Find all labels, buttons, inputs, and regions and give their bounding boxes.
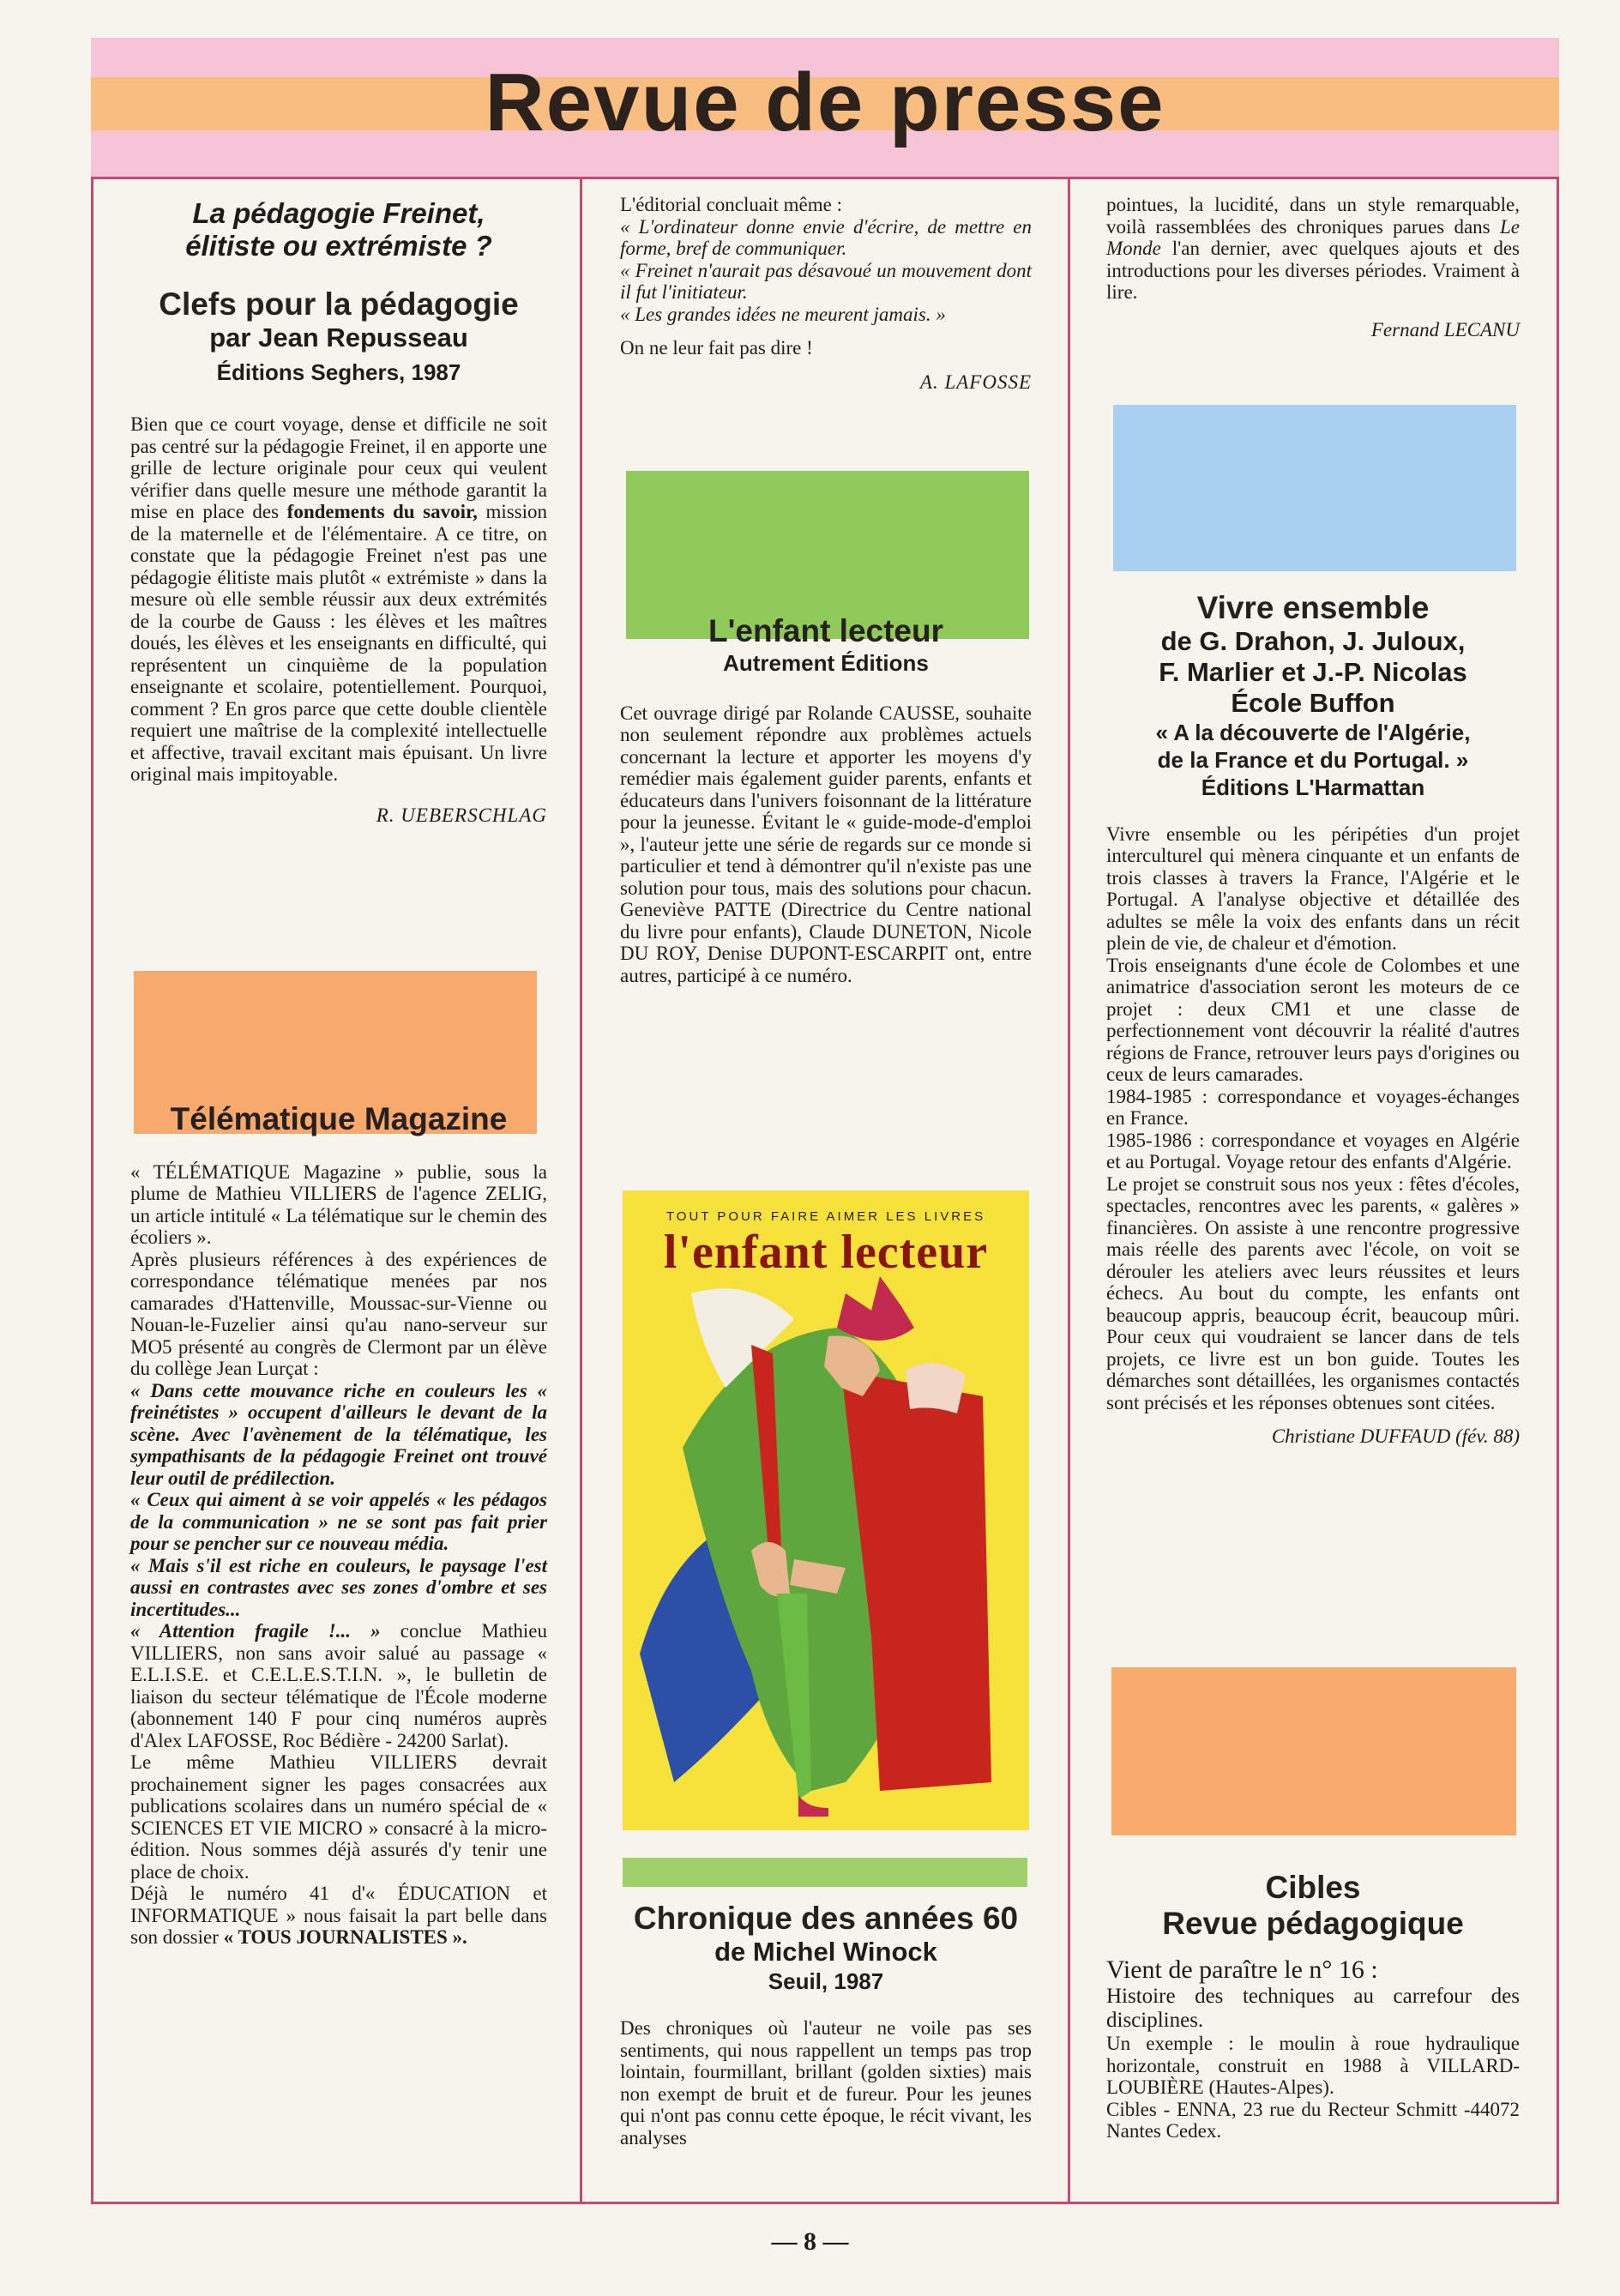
article-subtitle-cibles: Revue pédagogique <box>1162 1906 1464 1941</box>
editorial-quote-2: « Freinet n'aurait pas désavoué un mouvement dont il fut l'initiateur. <box>620 259 1032 303</box>
telematique-p2: Après plusieurs références à des expériences de correspondance télématique menées par nos camarades d'Hattenville, Moussac-sur-Vienne ou Nouan-le-Fuzelier ainsi qu'au nano-serveur sur MO5 présenté au congrès de Clermont par un élève du collège Jean Lurçat : <box>130 1248 547 1379</box>
article-publisher-enfant-lecteur: Autrement Éditions <box>723 649 929 676</box>
vivre-p1: Vivre ensemble ou les péripéties d'un projet interculturel qui mènera cinquante et un enfants de trois classes à travers la France, l'Algérie et le Portugal. A l'analyse objective et détaillée des adultes se mêle la voix des enfants dans un récit plein de vie, de chaleur et d'émotion. <box>1106 823 1520 954</box>
article-byline-chronique: de Michel Winock <box>714 1937 937 1967</box>
column-3-lower <box>1106 1870 1520 2142</box>
telematique-p1: « TÉLÉMATIQUE Magazine » publie, sous la plume de Mathieu VILLIERS de l'agence ZELIG, un article intitulé « La télématique sur le chemin des écoliers ». <box>130 1160 547 1248</box>
article-title-chronique: Chronique des années 60 <box>633 1901 1019 1936</box>
cover-kicker: TOUT POUR FAIRE AIMER LES LIVRES <box>665 1209 986 1224</box>
kicker-line-1: La pédagogie Freinet, <box>192 197 485 229</box>
telematique-quote-1: « Dans cette mouvance riche en couleurs les « freinétistes » occupent d'ailleurs le devant de la scène. Avec l'avènement de la télématique, les sympathisants de la pédagogie Freinet ont trouvé leur outil de prédilection. <box>130 1379 547 1489</box>
article-authors-line-2: F. Marlier et J.-P. Nicolas <box>1159 656 1467 687</box>
article-publisher-harmattan: Éditions L'Harmattan <box>1201 774 1425 800</box>
telematique-quote-3: « Mais s'il est riche en couleurs, le paysage l'est aussi en contrastes avec ses zones d'ombre et ses incertitudes... <box>130 1554 547 1620</box>
article-title-telematique: Télématique Magazine <box>170 1100 508 1136</box>
editorial-aside: On ne leur fait pas dire ! <box>620 337 813 359</box>
column-2-lower <box>620 1901 1032 2148</box>
column-2 <box>620 194 1032 986</box>
cover-illustration <box>623 1190 1029 1830</box>
article-title-vivre-ensemble: Vivre ensemble <box>1196 589 1430 625</box>
editorial-lead: L'éditorial concluait même : <box>620 194 842 215</box>
article-subtitle-line-1: « A la découverte de l'Algérie, <box>1155 719 1471 745</box>
telematique-p3: Le même Mathieu VILLIERS devrait prochainement signer les pages consacrées aux publications scolaires dans un numéro spécial de « SCIENCES ET VIE MICRO » consacré à la micro-édition. Nous sommes déjà assurés d'y tenir une place de choix. <box>130 1751 547 1883</box>
vivre-p5: Le projet se construit sous nos yeux : fêtes d'écoles, spectacles, rencontres avec les parents, « galères » financières. On assiste à une rencontre progressive mais réelle des parents avec l'école, on voit se dérouler les ateliers avec leurs réussites et leurs échecs. Au bout du compte, les enfants ont beaucoup appris, beaucoup écrit, beaucoup mûri. Pour ceux qui voudraient se lancer dans de tels projets, ce livre est un bon guide. Toutes les démarches sont détaillées, les organismes contactés sont précisés et les réponses obtenues sont citées. <box>1106 1172 1520 1413</box>
signature-lecanu: Fernand LECANU <box>1370 318 1520 340</box>
kicker-line-2: élitiste ou extrémiste ? <box>185 230 492 262</box>
article-publisher-clefs: Éditions Seghers, 1987 <box>216 359 461 385</box>
article-school: École Buffon <box>1231 687 1395 718</box>
telematique-quote-4: « Attention fragile !... » conclue Mathieu VILLIERS, non sans avoir salué au passage « E.L.I.S.E. et C.E.L.E.S.T.I.N. », le bulletin de liaison du secteur télématique de l'École moderne (abonnement 140 F pour cinq numéros auprès d'Alex LAFOSSE, Roc Bédière - 24200 Sarlat). <box>130 1620 548 1751</box>
column-3 <box>1106 194 1520 1448</box>
article-body-enfant-lecteur: Cet ouvrage dirigé par Rolande CAUSSE, souhaite non seulement répondre aux problèmes actuels concernant la lecture et apporter les moyens d'y remédier mais également guider parents, enfants et éducateurs dans l'univers foisonnant de la littérature pour la jeunesse. Évitant le « guide-mode-d'emploi », l'auteur jette une série de regards sur ce monde si particulier et tend à démontrer qu'il n'existe pas une solution pour tous, mais des solutions pour chacun. Geneviève PATTE (Directrice du Centre national du livre pour enfants), Claude DUNETON, Nicole DU ROY, Denise DUPONT-ESCARPIT ont, entre autres, participé à ce numéro. <box>620 702 1032 986</box>
page-number: — 8 — <box>771 2227 849 2256</box>
article-byline-clefs: par Jean Repusseau <box>209 322 468 353</box>
orange-swatch-col3 <box>1111 1667 1516 1835</box>
column-rule-1 <box>580 177 582 2204</box>
vivre-p2: Trois enseignants d'une école de Colombes et une animatrice d'association seront les moteurs de ce projet : deux CM1 et une classe de perfectionnement vont découvrir la réalité d'autres régions de France, retrouver leurs pays d'origines ou ceux de leurs camarades. <box>1106 954 1520 1085</box>
cibles-address: Cibles - ENNA, 23 rue du Recteur Schmitt -44072 Nantes Cedex. <box>1106 2098 1520 2142</box>
chronique-continuation: pointues, la lucidité, dans un style remarquable, voilà rassemblées des chroniques parues dans Le Monde l'an dernier, avec quelques ajouts et des introductions pour les diverses périodes. Vraiment à lire. <box>1106 194 1521 303</box>
signature-lafosse: A. LAFOSSE <box>919 371 1032 393</box>
cover-title: l'enfant lecteur <box>663 1226 989 1279</box>
signature-ueberschlag: R. UEBERSCHLAG <box>376 804 547 826</box>
book-cover-enfant-lecteur <box>623 1190 1029 1830</box>
telematique-quote-2: « Ceux qui aiment à se voir appelés « les pédagos de la communication » ne se sont pas fait prier pour se pencher sur ce nouveau média. <box>130 1489 547 1554</box>
editorial-quote-3: « Les grandes idées ne meurent jamais. » <box>620 303 946 325</box>
telematique-p4: Déjà le numéro 41 d'« ÉDUCATION et INFORMATIQUE » nous faisait la part belle dans son dossier « TOUS JOURNALISTES ». <box>130 1883 547 1948</box>
cibles-topic: Histoire des techniques au carrefour des disciplines. <box>1106 1985 1520 2032</box>
page-title: Revue de presse <box>485 57 1165 148</box>
cibles-example: Un exemple : le moulin à roue hydraulique horizontale, construit en 1988 à VILLARD-LOUBIÈRE (Hautes-Alpes). <box>1106 2033 1520 2098</box>
article-subtitle-line-2: de la France et du Portugal. » <box>1157 746 1469 773</box>
vivre-p4: 1985-1986 : correspondance et voyages en Algérie et au Portugal. Voyage retour des enfants d'Algérie. <box>1106 1129 1520 1172</box>
article-authors-line-1: de G. Drahon, J. Juloux, <box>1160 625 1466 656</box>
article-title-clefs: Clefs pour la pédagogie <box>159 286 519 322</box>
article-publisher-chronique: Seuil, 1987 <box>768 1968 884 1994</box>
editorial-quote-1: « L'ordinateur donne envie d'écrire, de mettre en forme, bref de communiquer. <box>620 215 1032 259</box>
column-1 <box>130 194 547 1949</box>
cibles-announce: Vient de paraître le n° 16 : <box>1106 1956 1378 1984</box>
green-strip-col2 <box>623 1858 1027 1887</box>
article-title-enfant-lecteur: L'enfant lecteur <box>708 612 943 648</box>
vivre-p3: 1984-1985 : correspondance et voyages-échanges en France. <box>1106 1085 1520 1129</box>
article-title-cibles: Cibles <box>1265 1870 1361 1905</box>
column-rule-2 <box>1068 177 1070 2204</box>
article-body-chronique: Des chroniques où l'auteur ne voile pas ses sentiments, qui nous rappellent un temps pas trop lointain, fourmillant, brillant (golden sixties) mais non exempt de bruit et de fureur. Pour les jeunes qui n'ont pas connu cette époque, le récit vivant, les analyses <box>620 2017 1032 2148</box>
signature-duffaud: Christiane DUFFAUD (fév. 88) <box>1271 1425 1520 1447</box>
article-body-clefs: Bien que ce court voyage, dense et difficile ne soit pas centré sur la pédagogie Freinet, il en apporte une grille de lecture originale pour ceux qui veulent vérifier dans quelle mesure une méthode garantit la mise en place des fondements du savoir, mission de la maternelle et de l'élémentaire. A ce titre, on constate que la pédagogie Freinet n'est pas une pédagogie élitiste mais plutôt « extrémiste » dans la mesure où elle semble réussir aux deux extrémités de la courbe de Gauss : les élèves et les maîtres doués, les élèves et les enseignants en difficulté, qui représentent un cinquième de la population enseignante et scolaire, potentiellement. Pourquoi, comment ? En gros parce que cette double clientèle requiert une maîtrise de la complexité intellectuelle et affective, travail excitant mais épuisant. Un livre original mais impitoyable. <box>130 413 548 785</box>
